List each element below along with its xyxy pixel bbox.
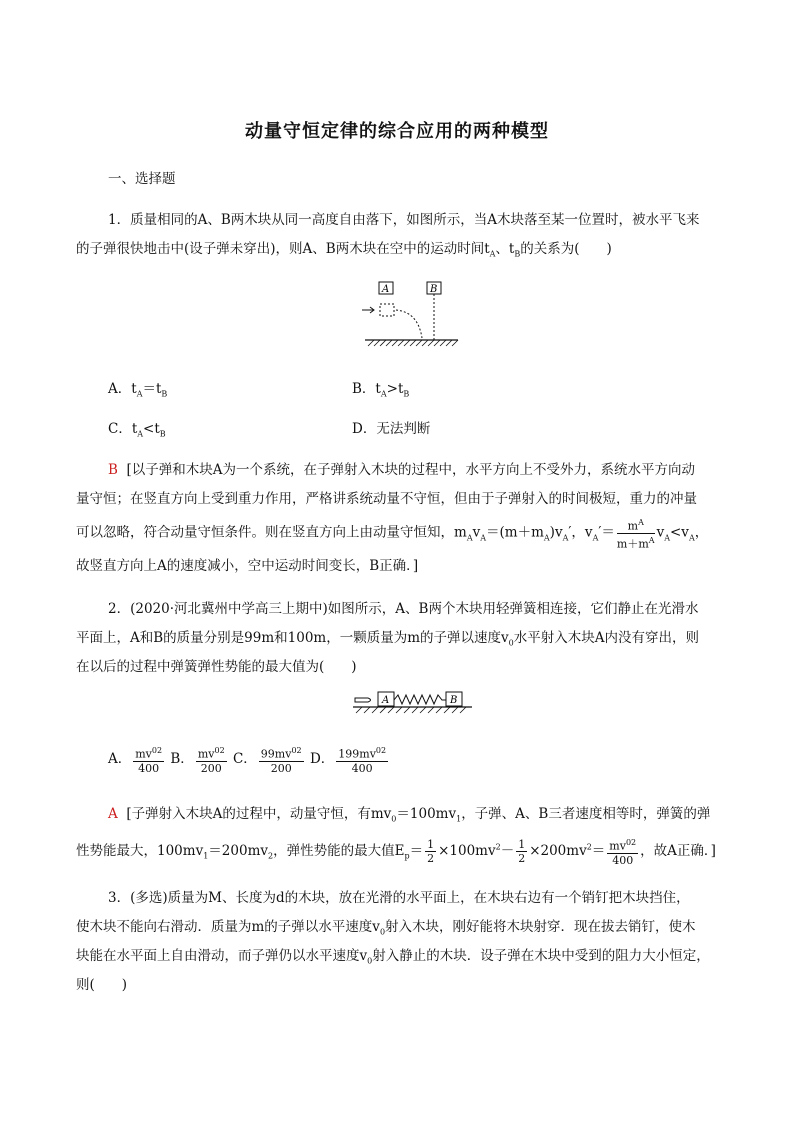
- q2-text-line1: 2．(2020·河北冀州中学高三上期中)如图所示，A、B两个木块用轻弹簧相连接，它们静止在光滑水: [108, 601, 699, 617]
- q2-text-line3: 在以后的过程中弹簧弹性势能的最大值为( ): [76, 659, 357, 675]
- block-a-label: A: [382, 695, 390, 706]
- q2-options: [108, 744, 390, 775]
- q1-answer-line4: 故竖直方向上A的速度减小，空中运动时间变长，B正确．]: [76, 558, 419, 574]
- q1-option-b: B．$t_A>t_B$: [352, 381, 410, 399]
- q3-text-line2: 使木块不能向右滑动．质量为m的子弹以水平速度$v_0$射入木块，刚好能将木块射穿．现在拔去销钉，使木: [76, 919, 696, 937]
- q2-option-a: A． $\frac{mv^{02}}{400}$: [108, 746, 163, 775]
- q1-answer-line3: 可以忽略，符合动量守恒条件。则在竖直方向上由动量守恒知，$m_Av_A=(m+m_A)v_A'$，$v_A'=$ $\frac{m^A}{m+m^A}$ $v_A<v_A$，: [76, 518, 709, 551]
- q1-answer-fraction: $\frac{m^A}{m+m^A}$: [616, 518, 655, 551]
- q1-option-d: D．无法判断: [352, 421, 431, 437]
- q2-figure: [350, 688, 475, 718]
- bullet-icon: [355, 698, 371, 702]
- q1-answer-line1: B [以子弹和木块A为一个系统，在子弹射入木块的过程中，水平方向上不受外力，系统水平方向动: [108, 462, 696, 478]
- block-a-hit: [380, 304, 394, 316]
- q2-answer-letter: A: [108, 806, 118, 822]
- block-a-label: A: [382, 284, 390, 295]
- q2-option-d: D． $\frac{199mv^{02}}{400}$: [309, 746, 387, 775]
- q1-answer-letter: B: [108, 462, 118, 478]
- block-b-label: B: [430, 284, 438, 295]
- ground-hatch: [368, 340, 458, 346]
- q1-answer-line2: 量守恒；在竖直方向上受到重力作用，严格讲系统动量不守恒，但由于子弹射入的时间极短，重力的冲量: [76, 491, 697, 507]
- q3-text-line1: 3．(多选)质量为M、长度为d的木块，放在光滑的水平面上，在木块右边有一个销钉把木块挡住，: [108, 890, 690, 906]
- q2-answer-line1: A [子弹射入木块A的过程中，动量守恒，有$mv_0=100mv_1$，子弹、A、B三者速度相等时，弹簧的弹: [108, 806, 711, 824]
- q2-option-c: C． $\frac{99mv^{02}}{200}$: [232, 746, 302, 775]
- q1-figure: [360, 280, 460, 350]
- section-heading: 一、选择题: [108, 171, 176, 187]
- q1-text-line2: 的子弹很快地击中(设子弹未穿出)，则A、B两木块在空中的运动时间$t_A$、$t_B$的关系为( ): [76, 241, 612, 259]
- q3-text-line3: 块能在水平面上自由滑动，而子弹仍以水平速度$v_0$射入静止的木块．设子弹在木块中受到的阻力大小恒定，: [76, 948, 710, 966]
- page-title: 动量守恒定律的综合应用的两种模型: [245, 121, 549, 142]
- q1-option-a: A．$t_A=t_B$: [108, 381, 168, 399]
- spring-icon: [394, 695, 446, 704]
- q1-text-line1: 1．质量相同的A、B两木块从同一高度自由落下，如图所示，当A木块落至某一位置时，被水平飞来: [108, 212, 700, 228]
- q2-answer-line2: 性势能最大，$100mv_1=200mv_2$，弹性势能的最大值$E_p=$ $\frac{1}{2}$ $\times 100mv^2-$ $\frac{1}{2}$ $\times 200mv^2=$ $\frac{mv^{02}}{400}$ ，故A正确．]: [76, 837, 716, 867]
- bullet-arrow-icon: [362, 307, 374, 313]
- q1-option-c: C．$t_A<t_B$: [108, 421, 166, 439]
- q3-text-line4: 则( ): [76, 977, 128, 993]
- ground-hatch: [356, 707, 466, 713]
- trajectory-a: [396, 310, 422, 338]
- q2-text-line2: 平面上，A和B的质量分别是99m和100m，一颗质量为m的子弹以速度$v_0$水平射入木块A内没有穿出，则: [76, 630, 699, 648]
- q2-option-b: B． $\frac{mv^{02}}{200}$: [170, 746, 225, 775]
- block-b-label: B: [450, 695, 458, 706]
